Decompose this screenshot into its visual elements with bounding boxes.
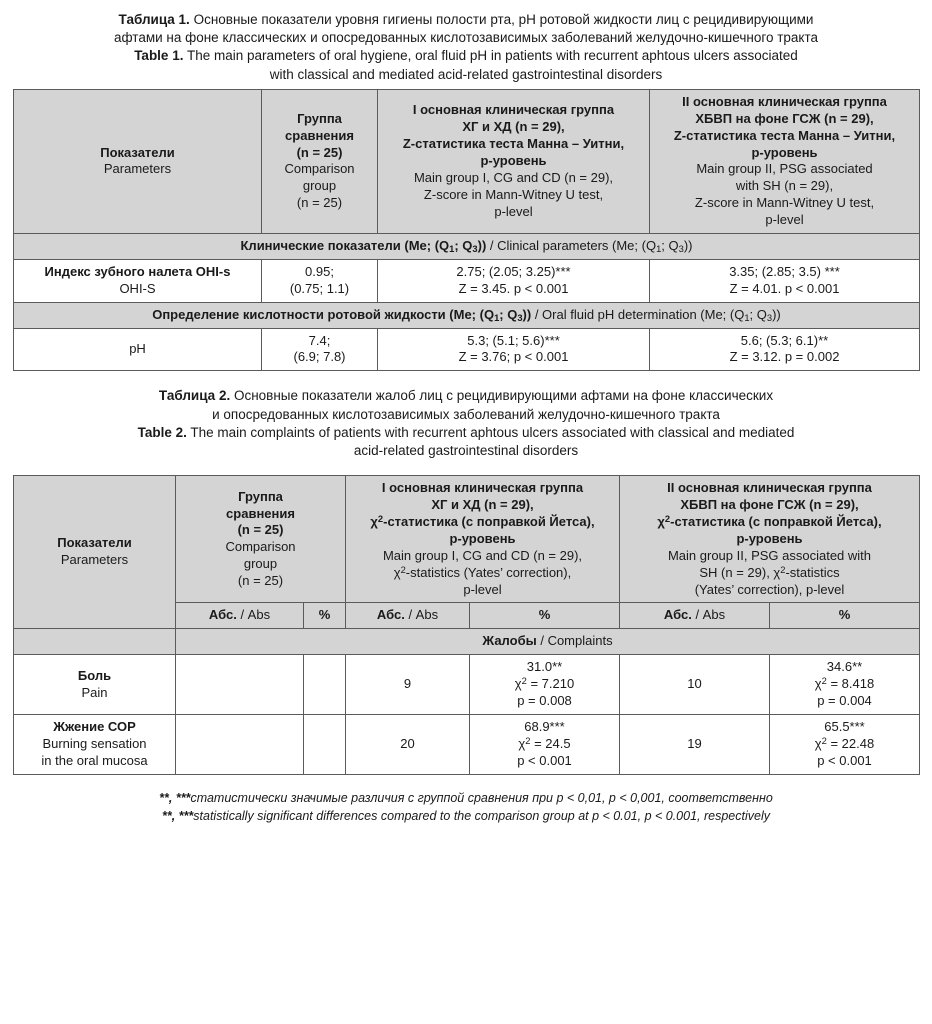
table2-caption-en-line2: acid-related gastrointestinal disorders bbox=[353, 443, 579, 458]
table2-row1-name bbox=[14, 714, 176, 774]
table2-header-g2-ru3: $\chi^2$-статистика (с поправкой Йетса), bbox=[657, 514, 882, 529]
table2-caption-ru-text1: Основные показатели жалоб лиц с рецидивирующими афтами на фоне классических bbox=[230, 388, 774, 404]
table-row bbox=[14, 259, 920, 302]
table2-row1-g2-pct-l2: $\chi^2 = 22.48$ bbox=[814, 735, 875, 751]
table2-row1-g1-pct-l1: 68.9*** bbox=[524, 718, 565, 734]
table2-header-main-group-1 bbox=[346, 476, 620, 603]
table1-row1-name bbox=[14, 259, 262, 302]
table1-row2-group1 bbox=[378, 328, 650, 371]
footnote-en bbox=[0, 807, 932, 826]
table2-band-spacer bbox=[14, 629, 176, 655]
table2-row0-name-ru: Боль bbox=[77, 667, 112, 683]
table1-row1-g1-l2: Z = 3.45. p < 0.001 bbox=[458, 280, 569, 296]
table1-row1-group1 bbox=[378, 259, 650, 302]
table1-band-ph-sep: / bbox=[531, 306, 543, 322]
table1-row2-g2-l1: 5.6; (5.3; 6.1)** bbox=[740, 332, 829, 348]
table2-header-g1-en2: $\chi^2$-statistics (Yates’ correction), bbox=[393, 564, 572, 580]
table1-header-parameters bbox=[14, 89, 262, 233]
table2-header-g1-en1: Main group I, CG and CD (n = 29), bbox=[382, 547, 583, 563]
table2-row1-g2-pct-l1: 65.5*** bbox=[824, 718, 865, 734]
table2-row1-g1-abs: 20 bbox=[346, 714, 470, 774]
table2-header-g2-en1: Main group II, PSG associated with bbox=[667, 547, 872, 563]
table2-row0-g1-abs: 9 bbox=[346, 655, 470, 715]
table1-caption-en-line2: with classical and mediated acid-related gastrointestinal disorders bbox=[269, 66, 663, 82]
table1-caption-ru-line1 bbox=[22, 11, 910, 29]
table1-header-g1-ru1: I основная клиническая группа bbox=[412, 102, 615, 118]
table2-header-comparison-ru1: Группа bbox=[238, 488, 283, 504]
table1-header-g1-ru2: ХГ и ХД (n = 29), bbox=[462, 119, 565, 135]
footnote-ru-stars: **, *** bbox=[159, 790, 191, 805]
table2-header-g1-ru2: ХГ и ХД (n = 29), bbox=[431, 497, 534, 513]
table2-row0-g2-pct-l2: $\chi^2 = 8.418$ bbox=[814, 676, 875, 692]
table2-wrapper bbox=[0, 475, 932, 774]
table1-row1-cmp-l1: 0.95; bbox=[305, 263, 334, 279]
table2-row1-name-ru: Жжение СОР bbox=[53, 718, 136, 734]
table2-row1-cmp-pct bbox=[304, 714, 346, 774]
table1-row2-name-ru: pH bbox=[129, 341, 146, 356]
table1-header-g2-en2: with SH (n = 29), bbox=[735, 178, 834, 194]
table2-subheader-cmp-pct: % bbox=[304, 603, 346, 629]
table2-header-g1-ru1: I основная клиническая группа bbox=[381, 480, 584, 496]
table1-header-g2-ru1: II основная клиническая группа bbox=[682, 93, 887, 109]
table1-header-g2-ru4: p-уровень bbox=[751, 144, 818, 160]
table2-row0-g1-pct bbox=[470, 655, 620, 715]
table-row bbox=[14, 655, 920, 715]
table1-row1-g2-l2: Z = 4.01. p < 0.001 bbox=[729, 280, 840, 296]
table2-header-row bbox=[14, 476, 920, 603]
table2-row1-g1-pct-l2: $\chi^2 = 24.5$ bbox=[518, 735, 571, 751]
table1-caption bbox=[0, 0, 932, 84]
table2-header-g2-ru1: II основная клиническая группа bbox=[667, 480, 872, 496]
table1-row2-g1-l1: 5.3; (5.1; 5.6)*** bbox=[467, 332, 560, 348]
table2-band-complaints-en: Complaints bbox=[547, 633, 613, 649]
table1-header-g2-en4: p-level bbox=[765, 212, 804, 228]
table2-row1-name-en: Burning sensation bbox=[42, 735, 147, 751]
table1-header-g2-ru2: ХБВП на фоне ГСЖ (n = 29), bbox=[695, 110, 874, 126]
table1-caption-ru-text1: Основные показатели уровня гигиены полости рта, pH ротовой жидкости лиц с рецидивирующими bbox=[189, 12, 814, 27]
table2-header-comparison-en1: Comparison bbox=[225, 539, 296, 555]
table1-row2-comparison bbox=[262, 328, 378, 371]
table1-caption-en-label: Table 1. bbox=[134, 48, 184, 64]
table1-header-g1-en3: p-level bbox=[494, 203, 533, 219]
table1-band-clinical-ru: Клинические показатели (Me; ($Q_1$; $Q_3$)) bbox=[240, 238, 487, 255]
table1-header-parameters-ru: Показатели bbox=[100, 144, 175, 160]
table2-caption-ru-label: Таблица 2. bbox=[158, 388, 231, 404]
table2-row0-g1-pct-l3: p = 0.008 bbox=[517, 693, 572, 709]
table1-header-main-group-2 bbox=[650, 89, 920, 233]
table2-header-g2-ru2: ХБВП на фоне ГСЖ (n = 29), bbox=[680, 497, 859, 513]
table1-header-comparison-en2: group bbox=[302, 178, 337, 194]
table2-row0-cmp-pct bbox=[304, 655, 346, 715]
table1-header-comparison-group bbox=[262, 89, 378, 233]
table1-header-g1-ru4: p-уровень bbox=[480, 152, 547, 168]
table2-header-g1-ru3: $\chi^2$-статистика (с поправкой Йетса), bbox=[370, 514, 595, 529]
table2-band-complaints-sep: / bbox=[536, 633, 548, 649]
table1-band-ph-cell bbox=[14, 302, 920, 328]
table2-header-comparison-en2: group bbox=[243, 556, 278, 572]
table1-header-comparison-ru1: Группа bbox=[297, 110, 342, 126]
table2-row0-name-en: Pain bbox=[81, 684, 108, 700]
table2-row0-g2-pct-l3: p = 0.004 bbox=[817, 693, 872, 709]
table1-header-g2-en3: Z-score in Mann-Witney U test, bbox=[694, 195, 875, 211]
table1-row1-group2 bbox=[650, 259, 920, 302]
table1-caption-en-line1 bbox=[22, 47, 910, 65]
table2-subheader-g1-pct: % bbox=[470, 603, 620, 629]
table2-row0-cmp-abs bbox=[176, 655, 304, 715]
table1-header-comparison-ru2: сравнения bbox=[285, 127, 354, 143]
table1-row1-g2-l1: 3.35; (2.85; 3.5) *** bbox=[729, 263, 840, 279]
table2-header-comparison-ru2: сравнения bbox=[226, 505, 295, 521]
table2-row1-g2-pct-l3: p < 0.001 bbox=[817, 752, 872, 768]
table2-row1-name-en2: in the oral mucosa bbox=[41, 752, 148, 768]
table2-caption-ru-line1 bbox=[22, 387, 910, 405]
table2-caption-en-label: Table 2. bbox=[137, 424, 187, 440]
table2-subheader-g1-abs: Абс. / Abs bbox=[346, 603, 470, 629]
table2-header-parameters bbox=[14, 476, 176, 629]
table2-header-comparison-ru3: (n = 25) bbox=[237, 522, 284, 538]
table1-band-ph-en: Oral fluid pH determination (Me; ($Q_1$; $Q_3$)) bbox=[542, 306, 781, 323]
table-row bbox=[14, 328, 920, 371]
table2-header-main-group-2 bbox=[620, 476, 920, 603]
footnote-ru-text: статистически значимые различия с группой сравнения при p < 0,01, p < 0,001, соответственно bbox=[190, 790, 773, 805]
table1-row1-g1-l1: 2.75; (2.05; 3.25)*** bbox=[456, 263, 571, 279]
table1-row1-name-ru: Индекс зубного налета OHI-s bbox=[44, 263, 231, 279]
table1-header-parameters-en: Parameters bbox=[103, 161, 172, 177]
table1 bbox=[13, 89, 920, 371]
table2-caption-ru-line2: и опосредованных кислотозависимых заболеваний желудочно-кишечного тракта bbox=[212, 406, 720, 422]
table1-header-g2-en1: Main group II, PSG associated bbox=[696, 161, 873, 177]
table2-row1-g2-pct bbox=[770, 714, 920, 774]
table2 bbox=[13, 475, 920, 774]
table2-header-g1-ru4: p-уровень bbox=[449, 530, 516, 546]
table2-row0-g1-pct-l2: $\chi^2 = 7.210$ bbox=[514, 676, 575, 692]
table1-header-main-group-1 bbox=[378, 89, 650, 233]
table1-header-row bbox=[14, 89, 920, 233]
table1-header-g2-ru3: Z-статистика теста Манна – Уитни, bbox=[673, 127, 896, 143]
table1-wrapper bbox=[0, 89, 932, 371]
table2-header-g1-en3: p-level bbox=[463, 581, 502, 597]
table1-band-ph-ru: Определение кислотности ротовой жидкости (Me; ($Q_1$; $Q_3$)) bbox=[152, 306, 532, 323]
table2-header-parameters-en: Parameters bbox=[60, 552, 129, 568]
footnote-en-stars: **, *** bbox=[162, 809, 194, 824]
table2-header-comparison-en3: (n = 25) bbox=[237, 573, 284, 589]
table1-header-g1-en2: Z-score in Mann-Witney U test, bbox=[423, 186, 604, 202]
table1-row1-comparison bbox=[262, 259, 378, 302]
table-row bbox=[14, 714, 920, 774]
table2-subheader-cmp-abs: Абс. / Abs bbox=[176, 603, 304, 629]
table1-row2-group2 bbox=[650, 328, 920, 371]
table1-header-comparison-ru3: (n = 25) bbox=[296, 144, 343, 160]
table2-section-band-complaints bbox=[14, 629, 920, 655]
table2-subheader-g2-abs: Абс. / Abs bbox=[620, 603, 770, 629]
table2-row0-name bbox=[14, 655, 176, 715]
table2-subheader-g2-pct: % bbox=[770, 603, 920, 629]
table1-caption-en-text1: The main parameters of oral hygiene, oral fluid pH in patients with recurrent aphtous ulcers associated bbox=[183, 48, 798, 64]
table1-row2-cmp-l2: (6.9; 7.8) bbox=[293, 349, 346, 365]
table1-caption-ru-line2: афтами на фоне классических и опосредованных кислотозависимых заболеваний желудочно-кишечного тракта bbox=[113, 30, 819, 46]
table2-header-comparison-group bbox=[176, 476, 346, 603]
table2-header-g2-ru4: p-уровень bbox=[736, 530, 803, 546]
table2-caption-en-line1 bbox=[22, 424, 910, 442]
table2-header-g2-en3: (Yates’ correction), p-level bbox=[694, 581, 845, 597]
table2-row0-g2-abs: 10 bbox=[620, 655, 770, 715]
table2-band-complaints-cell bbox=[176, 629, 920, 655]
table2-row0-g2-pct bbox=[770, 655, 920, 715]
table2-header-parameters-ru: Показатели bbox=[57, 535, 132, 551]
table2-row1-g2-abs: 19 bbox=[620, 714, 770, 774]
table1-caption-ru-label: Таблица 1. bbox=[118, 12, 190, 27]
table2-row0-g1-pct-l1: 31.0** bbox=[526, 659, 563, 675]
table2-caption-en-text1: The main complaints of patients with recurrent aphtous ulcers associated with classical and mediated bbox=[186, 424, 795, 440]
table1-row1-name-en: OHI-S bbox=[119, 280, 156, 296]
table1-row2-g1-l2: Z = 3.76; p < 0.001 bbox=[458, 349, 569, 365]
table2-row1-g1-pct-l3: p < 0.001 bbox=[517, 752, 572, 768]
table1-row2-cmp-l1: 7.4; bbox=[308, 332, 331, 348]
table2-band-complaints-ru: Жалобы bbox=[482, 633, 537, 649]
table1-header-g1-ru3: Z-статистика теста Манна – Уитни, bbox=[402, 136, 625, 152]
table2-row0-g2-pct-l1: 34.6** bbox=[826, 659, 863, 675]
table2-row1-g1-pct bbox=[470, 714, 620, 774]
table1-band-clinical-en: Clinical parameters (Me; ($Q_1$; $Q_3$)) bbox=[497, 238, 693, 255]
table1-section-band-ph bbox=[14, 302, 920, 328]
table2-header-g2-en2: SH (n = 29), $\chi^2$-statistics bbox=[699, 564, 840, 580]
table1-band-clinical-cell bbox=[14, 234, 920, 260]
table1-band-clinical-sep: / bbox=[486, 238, 498, 253]
table1-header-g1-en1: Main group I, CG and CD (n = 29), bbox=[413, 169, 614, 185]
footnote-en-text: statistically significant differences compared to the comparison group at p < 0.01, p < 0.001, respectively bbox=[193, 809, 770, 824]
table2-caption bbox=[0, 371, 932, 470]
footnotes bbox=[0, 775, 932, 827]
table1-row2-name bbox=[14, 328, 262, 371]
table1-header-comparison-en1: Comparison bbox=[284, 161, 355, 177]
footnote-ru bbox=[0, 789, 932, 808]
table1-row1-cmp-l2: (0.75; 1.1) bbox=[289, 280, 350, 296]
table1-header-comparison-en3: (n = 25) bbox=[296, 195, 343, 211]
table1-row2-g2-l2: Z = 3.12. p = 0.002 bbox=[729, 349, 840, 365]
table1-section-band-clinical bbox=[14, 234, 920, 260]
table2-row1-cmp-abs bbox=[176, 714, 304, 774]
